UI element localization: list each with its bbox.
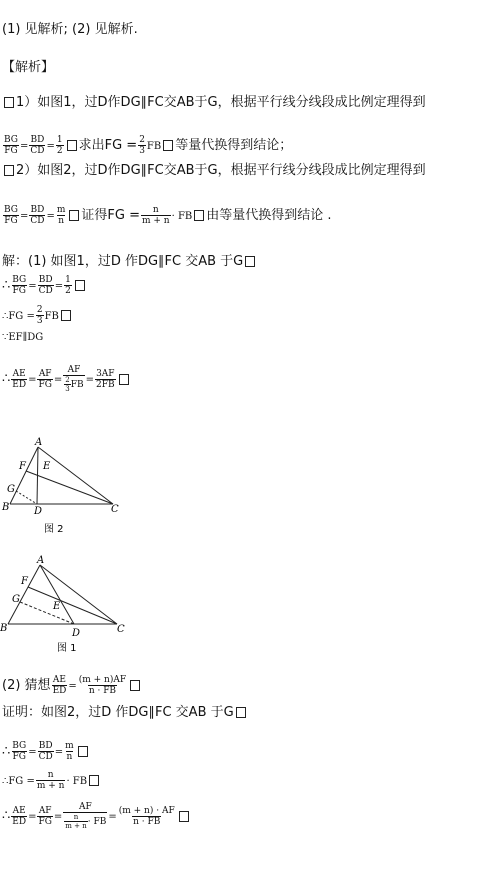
- analysis-p2-text: 2）如图2，过D作DG∥FC交AB于G，根据平行线分线段成比例定理得到: [16, 163, 426, 178]
- fraction: $\frac{BG}{FG}$: [4, 135, 18, 156]
- solution-line-3: ∴FG = $\frac{2}{3}$ FB: [2, 305, 73, 326]
- figure-1-diagram: [0, 550, 140, 660]
- part2-line-3: ∴ $\frac{AE}{ED}$ = $\frac{AF}{FG}$ = AF $\frac{n}{m + n}$ · FB = $\frac{(m + n) \cdot AF}{n \cdot FB}$: [2, 802, 191, 830]
- analysis-p2-end: 由等量代换得到结论 .: [206, 208, 332, 223]
- label-C: C: [117, 624, 125, 635]
- solution-line-1: 解：(1) 如图1，过D 作DG∥FC 交AB 于G: [2, 254, 257, 270]
- analysis-p1-mid: 求出FG =: [78, 138, 138, 153]
- label-D: D: [72, 628, 81, 639]
- analysis-p1: [2, 95, 426, 111]
- fraction: $\frac{n}{m + n}$: [142, 205, 170, 226]
- analysis-p2: [2, 163, 426, 179]
- analysis-p1-end: 等量代换得到结论；: [175, 138, 293, 153]
- label-F: F: [21, 576, 28, 587]
- label-E: E: [43, 461, 51, 472]
- label-G: G: [12, 594, 20, 605]
- missing-glyph-box: [4, 97, 14, 108]
- missing-glyph-box: [4, 165, 14, 176]
- fraction: $\frac{2}{3}$: [139, 135, 145, 156]
- label-E: E: [53, 601, 61, 612]
- analysis-p1-text: 1）如图1，过D作DG∥FC交AB于G，根据平行线分线段成比例定理得到: [16, 95, 426, 110]
- label-B: B: [2, 502, 10, 513]
- label-F: F: [19, 461, 26, 472]
- fraction: $\frac{1}{2}$: [56, 135, 63, 156]
- solution-line-4: ∵EF∥DG: [2, 332, 44, 343]
- analysis-p2-formula: $\frac{BG}{FG}$ = $\frac{BD}{CD}$ = $\frac{m}{n}$ 证得FG = $\frac{n}{m + n}$ · FB 由等量代换得到结论 .: [4, 205, 332, 226]
- fraction: $\frac{BD}{CD}$: [30, 205, 45, 226]
- solution-line-5: ∴ $\frac{AE}{ED}$ = $\frac{AF}{FG}$ = AF $\frac{2}{3}$ FB = $\frac{3AF}{2FB}$: [2, 365, 131, 393]
- answer-line: (1) 见解析; (2) 见解析.: [2, 22, 138, 37]
- analysis-p2-mid: 证得FG =: [81, 208, 140, 223]
- part2-line-2: ∴FG = $\frac{n}{m + n}$ · FB: [2, 770, 101, 791]
- part2-proof-line: 证明：如图2，过D 作DG∥FC 交AB 于G: [2, 705, 248, 721]
- solution-line-2: ∴ $\frac{BG}{FG}$ = $\frac{BD}{CD}$ = $\frac{1}{2}$: [2, 275, 87, 296]
- label-G: G: [7, 484, 15, 495]
- fraction: $\frac{m}{n}$: [56, 205, 66, 226]
- section-title: 【解析】: [2, 60, 55, 75]
- fraction: $\frac{BD}{CD}$: [30, 135, 45, 156]
- part2-line-1: ∴ $\frac{BG}{FG}$ = $\frac{BD}{CD}$ = $\frac{m}{n}$: [2, 741, 90, 762]
- label-B: B: [0, 623, 8, 634]
- label-D: D: [34, 506, 43, 517]
- part2-guess: (2) 猜想 $\frac{AE}{ED}$ = $\frac{(m + n)AF}{n \cdot FB}$: [2, 675, 142, 696]
- label-A: A: [35, 437, 43, 448]
- figure-2-caption: 图 2: [44, 524, 64, 535]
- figure-2: [0, 432, 140, 542]
- analysis-p1-formula: $\frac{BG}{FG}$ = $\frac{BD}{CD}$ = $\frac{1}{2}$ 求出FG = $\frac{2}{3}$ FB 等量代换得到结论；: [4, 135, 293, 156]
- label-A: A: [37, 555, 45, 566]
- figure-1: [0, 550, 140, 660]
- fraction: $\frac{BG}{FG}$: [4, 205, 18, 226]
- figure-2-diagram: [0, 432, 140, 542]
- label-C: C: [111, 504, 119, 515]
- figure-1-caption: 图 1: [57, 643, 77, 654]
